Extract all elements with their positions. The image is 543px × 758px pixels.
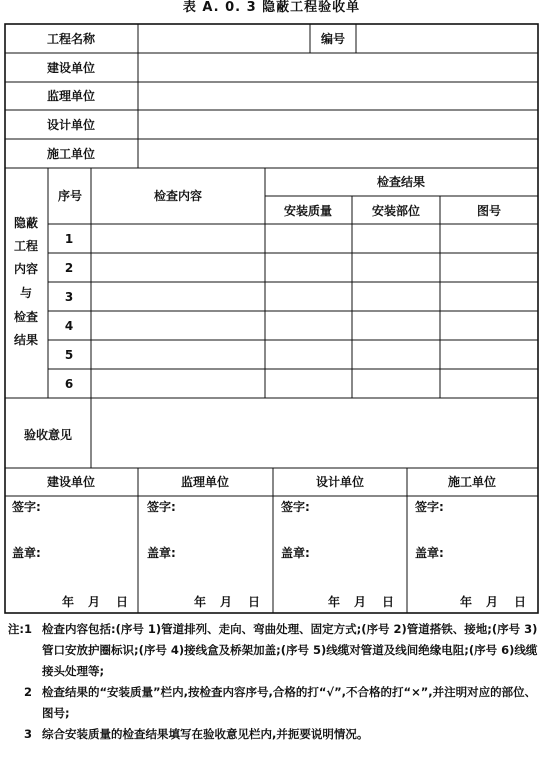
section-label-hidden-works — [14, 215, 38, 347]
sign-label: 签字: — [415, 500, 444, 514]
seal-label: 盖章: — [147, 546, 176, 560]
sign-col-title: 监理单位 — [180, 475, 230, 489]
date-year: 年 — [62, 595, 75, 609]
note-text: 检查结果的“安装质量”栏内,按检查内容序号,合格的打“√”,不合格的打“×”,并注明对应的部位、图号; — [42, 685, 537, 720]
label-number: 编号 — [320, 32, 346, 46]
date-year: 年 — [460, 595, 473, 609]
col-head-install-quality: 安装质量 — [283, 204, 333, 218]
sign-col-supervision — [146, 474, 260, 609]
sign-col-construction — [11, 474, 128, 609]
table-title: 表 A. 0. 3 隐蔽工程验收单 — [182, 0, 361, 15]
sign-col-design — [280, 474, 394, 609]
row-seq: 4 — [64, 319, 74, 333]
col-head-content: 检查内容 — [153, 189, 203, 203]
col-head-result: 检查结果 — [376, 175, 426, 189]
col-head-seq: 序号 — [57, 189, 83, 203]
col-head-drawing-no: 图号 — [476, 204, 502, 218]
section-label-line: 与 — [19, 286, 33, 300]
col-head-install-location: 安装部位 — [371, 204, 421, 218]
row-seq: 2 — [64, 261, 74, 275]
note-item — [6, 724, 538, 745]
date-day: 日 — [382, 595, 395, 609]
date-month: 月 — [220, 595, 233, 609]
sign-label: 签字: — [281, 500, 310, 514]
section-label-line: 工程 — [13, 239, 39, 253]
row-seq: 3 — [64, 290, 74, 304]
date-month: 月 — [88, 595, 101, 609]
notes-prefix: 注: — [7, 622, 24, 636]
sign-col-contractor — [414, 474, 526, 609]
date-month: 月 — [486, 595, 499, 609]
section-label-line: 内容 — [13, 262, 39, 276]
sign-label: 签字: — [147, 500, 176, 514]
note-text: 检查内容包括:(序号 1)管道排列、走向、弯曲处理、固定方式;(序号 2)管道搭铁、接地;(序号 3)管口安放护圈标识;(序号 4)接线盒及桥架加盖;(序号 5)线缆对管道及线间绝缘电阻;(序号 6)线缆接头处理等; — [42, 622, 538, 678]
seal-label: 盖章: — [281, 546, 310, 560]
note-number: 3 — [23, 727, 32, 741]
seal-label: 盖章: — [415, 546, 444, 560]
date-year: 年 — [194, 595, 207, 609]
row-seq: 1 — [64, 232, 74, 246]
label-supervision-org: 监理单位 — [46, 89, 96, 103]
note-item — [6, 682, 538, 724]
label-construction-org: 建设单位 — [46, 61, 96, 75]
label-project-name: 工程名称 — [46, 32, 96, 46]
section-label-line: 检查 — [13, 310, 39, 324]
note-number: 2 — [23, 685, 32, 699]
note-number: 注:1 — [7, 622, 32, 636]
section-label-line: 结果 — [13, 333, 39, 347]
label-contractor: 施工单位 — [46, 147, 96, 161]
date-month: 月 — [354, 595, 367, 609]
date-day: 日 — [116, 595, 129, 609]
sign-label: 签字: — [12, 500, 41, 514]
sign-col-title: 建设单位 — [46, 475, 96, 489]
label-design-org: 设计单位 — [46, 118, 96, 132]
sign-col-title: 设计单位 — [315, 475, 365, 489]
notes-section — [6, 619, 538, 745]
sign-col-title: 施工单位 — [447, 475, 497, 489]
note-text: 综合安装质量的检查结果填写在验收意见栏内,并扼要说明情况。 — [42, 727, 369, 741]
seal-label: 盖章: — [12, 546, 41, 560]
section-label-line: 隐蔽 — [13, 216, 39, 230]
label-acceptance-opinion: 验收意见 — [23, 428, 73, 442]
row-seq: 6 — [64, 377, 74, 391]
date-day: 日 — [514, 595, 527, 609]
date-day: 日 — [248, 595, 261, 609]
row-seq: 5 — [64, 348, 74, 362]
note-item — [6, 619, 538, 682]
date-year: 年 — [328, 595, 341, 609]
